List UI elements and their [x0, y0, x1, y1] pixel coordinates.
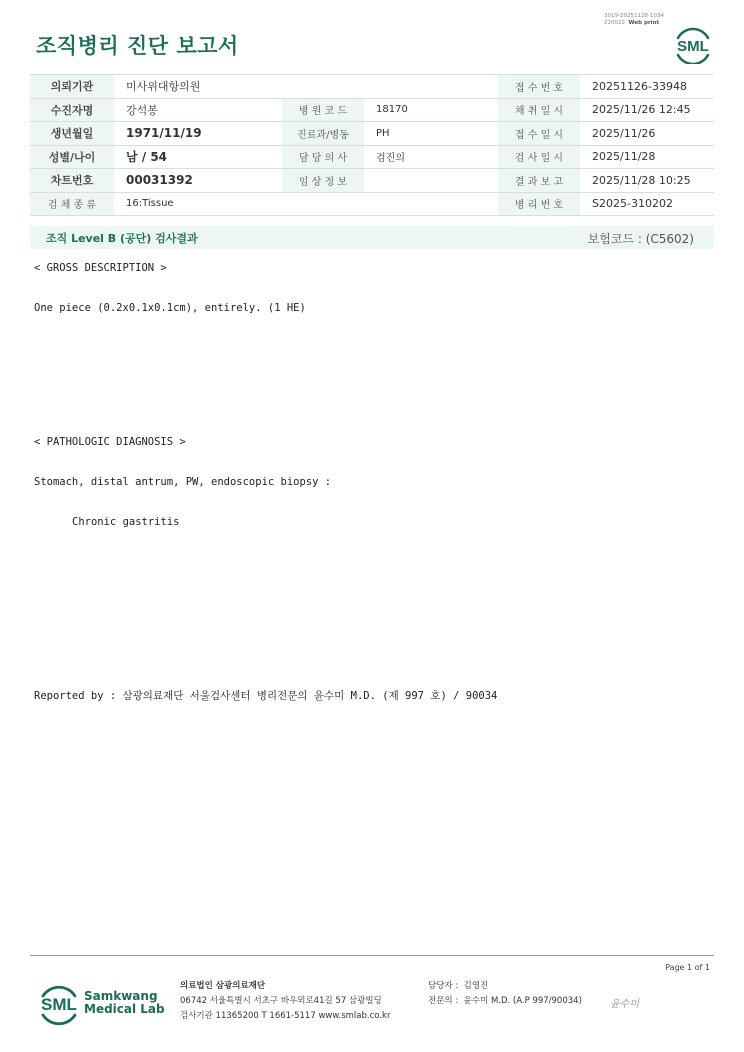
value-chart-number: 00031392	[114, 169, 282, 193]
samkwang-logo-icon	[36, 980, 82, 1026]
staff-info	[428, 979, 582, 1009]
org-address: 06742 서울특별시 서초구 바우뫼로41길 57 삼광빌딩	[180, 996, 382, 1006]
value-specimen-type: 16:Tissue	[114, 192, 282, 216]
print-metadata	[604, 13, 664, 27]
table-row	[30, 98, 714, 122]
footer-divider	[30, 955, 714, 956]
logo-top-text: SML	[677, 38, 709, 55]
diagnosis-site: Stomach, distal antrum, PW, endoscopic biopsy :	[34, 476, 332, 488]
value-department: PH	[364, 122, 498, 146]
print-mode: Web print	[628, 20, 660, 26]
value-result-report: 2025/11/28 10:25	[580, 169, 714, 193]
table-row	[30, 192, 714, 216]
value-patient-name: 강석봉	[114, 98, 282, 122]
report-title: 조직병리 진단 보고서	[36, 34, 239, 58]
sml-logo-icon	[672, 24, 714, 64]
value-receipt-date: 2025/11/26	[580, 122, 714, 146]
label-pathology-number: 병 리 번 호	[498, 192, 580, 216]
insurance-code: 보험코드 : (C5602)	[587, 232, 694, 246]
org-info	[180, 979, 390, 1024]
value-doctor: 검진의	[364, 145, 498, 169]
table-row	[30, 169, 714, 193]
label-specimen-type: 검 체 종 류	[30, 192, 114, 216]
empty-cell	[364, 192, 498, 216]
brand-name	[84, 990, 165, 1016]
table-row	[30, 145, 714, 169]
brand-line-2: Medical Lab	[84, 1002, 165, 1016]
value-sex-age: 남 / 54	[114, 145, 282, 169]
value-birth-date: 1971/11/19	[114, 122, 282, 146]
gross-description-text: One piece (0.2x0.1x0.1cm), entirely. (1 HE)	[34, 302, 306, 314]
org-name: 의료법인 삼광의료재단	[180, 981, 266, 991]
section-title: 조직 Level B (공단) 검사결과	[46, 232, 198, 245]
pathologic-diagnosis-heading: < PATHOLOGIC DIAGNOSIS >	[34, 436, 186, 448]
label-clinical-info: 임 상 정 보	[282, 169, 364, 193]
reported-by: Reported by : 삼광의료재단 서울검사센터 병리전문의 윤수미 M.D. (제 997 호) / 90034	[34, 690, 498, 702]
empty-cell	[282, 192, 364, 216]
label-doctor: 담 당 의 사	[282, 145, 364, 169]
label-receipt-number: 접 수 번 호	[498, 75, 580, 99]
print-id: 3019-20251128-1034	[604, 13, 664, 19]
value-clinical-info	[364, 169, 498, 193]
label-collection-time: 채 취 일 시	[498, 98, 580, 122]
staff-name: 김영진	[463, 981, 489, 991]
value-hospital-code: 18170	[364, 98, 498, 122]
patient-info-table	[30, 74, 714, 216]
label-test-date: 검 사 일 시	[498, 145, 580, 169]
staff-label: 담당자 :	[428, 981, 459, 991]
value-collection-time: 2025/11/26 12:45	[580, 98, 714, 122]
label-institution: 의뢰기관	[30, 75, 114, 99]
signature: 윤수미	[610, 999, 639, 1010]
gross-description-heading: < GROSS DESCRIPTION >	[34, 262, 167, 274]
label-sex-age: 성별/나이	[30, 145, 114, 169]
label-department: 진료과/병동	[282, 122, 364, 146]
specialist-name: 윤수미 M.D. (A.P 997/90034)	[463, 996, 582, 1006]
label-chart-number: 차트번호	[30, 169, 114, 193]
label-hospital-code: 병 원 코 드	[282, 98, 364, 122]
label-patient-name: 수진자명	[30, 98, 114, 122]
value-receipt-number: 20251126-33948	[580, 75, 714, 99]
print-code: 220022	[604, 20, 625, 26]
logo-bottom-text: SML	[41, 995, 77, 1014]
value-test-date: 2025/11/28	[580, 145, 714, 169]
empty-cell	[282, 75, 364, 99]
label-result-report: 결 과 보 고	[498, 169, 580, 193]
specialist-label: 전문의 :	[428, 996, 459, 1006]
value-institution: 미사위대항의원	[114, 75, 282, 99]
org-contact: 검사기관 11365200 T 1661-5117 www.smlab.co.kr	[180, 1011, 391, 1021]
label-birth-date: 생년월일	[30, 122, 114, 146]
table-row	[30, 122, 714, 146]
brand-line-1: Samkwang	[84, 989, 158, 1003]
value-pathology-number: S2025-310202	[580, 192, 714, 216]
table-row	[30, 75, 714, 99]
label-receipt-date: 접 수 일 시	[498, 122, 580, 146]
result-section-header	[30, 226, 714, 249]
page-number: Page 1 of 1	[665, 963, 710, 972]
empty-cell	[364, 75, 498, 99]
diagnosis-result: Chronic gastritis	[72, 516, 180, 528]
